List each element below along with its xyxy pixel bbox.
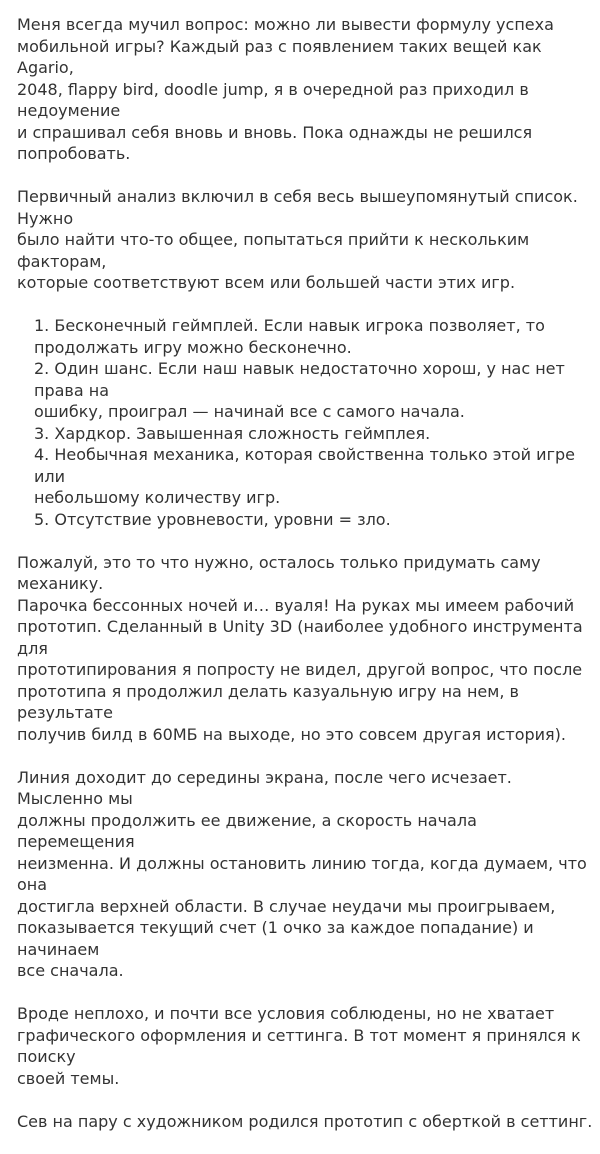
list-item: 3. Хардкор. Завышенная сложность геймплея. (34, 423, 431, 443)
article-body (17, 14, 597, 1154)
article-paragraph: Линия доходит до середины экрана, после чего исчезает. Мысленно мы должны продолжить ее движение, а скорость начала перемещения неизменна. И должны остановить линию тогда, когда думаем, что она достигла верхней области. В случае неудачи мы проигрываем, показывается текущий счет (1 очко за каждое попадание) и начинаем все сначала. (17, 767, 587, 980)
list-item: 4. Необычная механика, которая свойственна только этой игре или небольшому количеству игр. (34, 445, 575, 507)
list-item: 2. Один шанс. Если наш навык недостаточно хорош, у нас нет права на ошибку, проиграл — начинай все с самого начала. (34, 359, 565, 421)
article-paragraph: Вроде неплохо, и почти все условия соблюдены, но не хватает графического оформления и сеттинга. В тот момент я принялся к поиску своей темы. (17, 1004, 581, 1088)
list-item: 5. Отсутствие уровневости, уровни = зло. (34, 509, 391, 529)
article-paragraph: Пожалуй, это то что нужно, осталось только придумать саму механику. Парочка бессонных ночей и… вуаля! На руках мы имеем рабочий прототип. Сделанный в Unity 3D (наиболее удобного инструмента для прототипирования я попросту не видел, другой вопрос, что после прототипа я продолжил делать казуальную игру на нем, в результате получив билд в 60МБ на выходе, но это совсем другая история). (17, 552, 583, 744)
article-paragraph: Сев на пару с художником родился прототип с оберткой в сеттинг. (17, 1111, 593, 1131)
list-item: 1. Бесконечный геймплей. Если навык игрока позволяет, то продолжать игру можно бесконечно. (34, 316, 545, 357)
factors-list (17, 315, 597, 530)
article-paragraph: Меня всегда мучил вопрос: можно ли вывести формулу успеха мобильной игры? Каждый раз с появлением таких вещей как Agario, 2048, flappy bird, doodle jump, я в очередной раз приходил в недоумение и спрашивал себя вновь и вновь. Пока однажды не решился попробовать. (17, 15, 554, 163)
article-paragraph: Первичный анализ включил в себя весь вышеупомянутый список. Нужно было найти что-то общее, попытаться прийти к нескольким факторам, которые соответствуют всем или большей части этих игр. (17, 187, 578, 292)
